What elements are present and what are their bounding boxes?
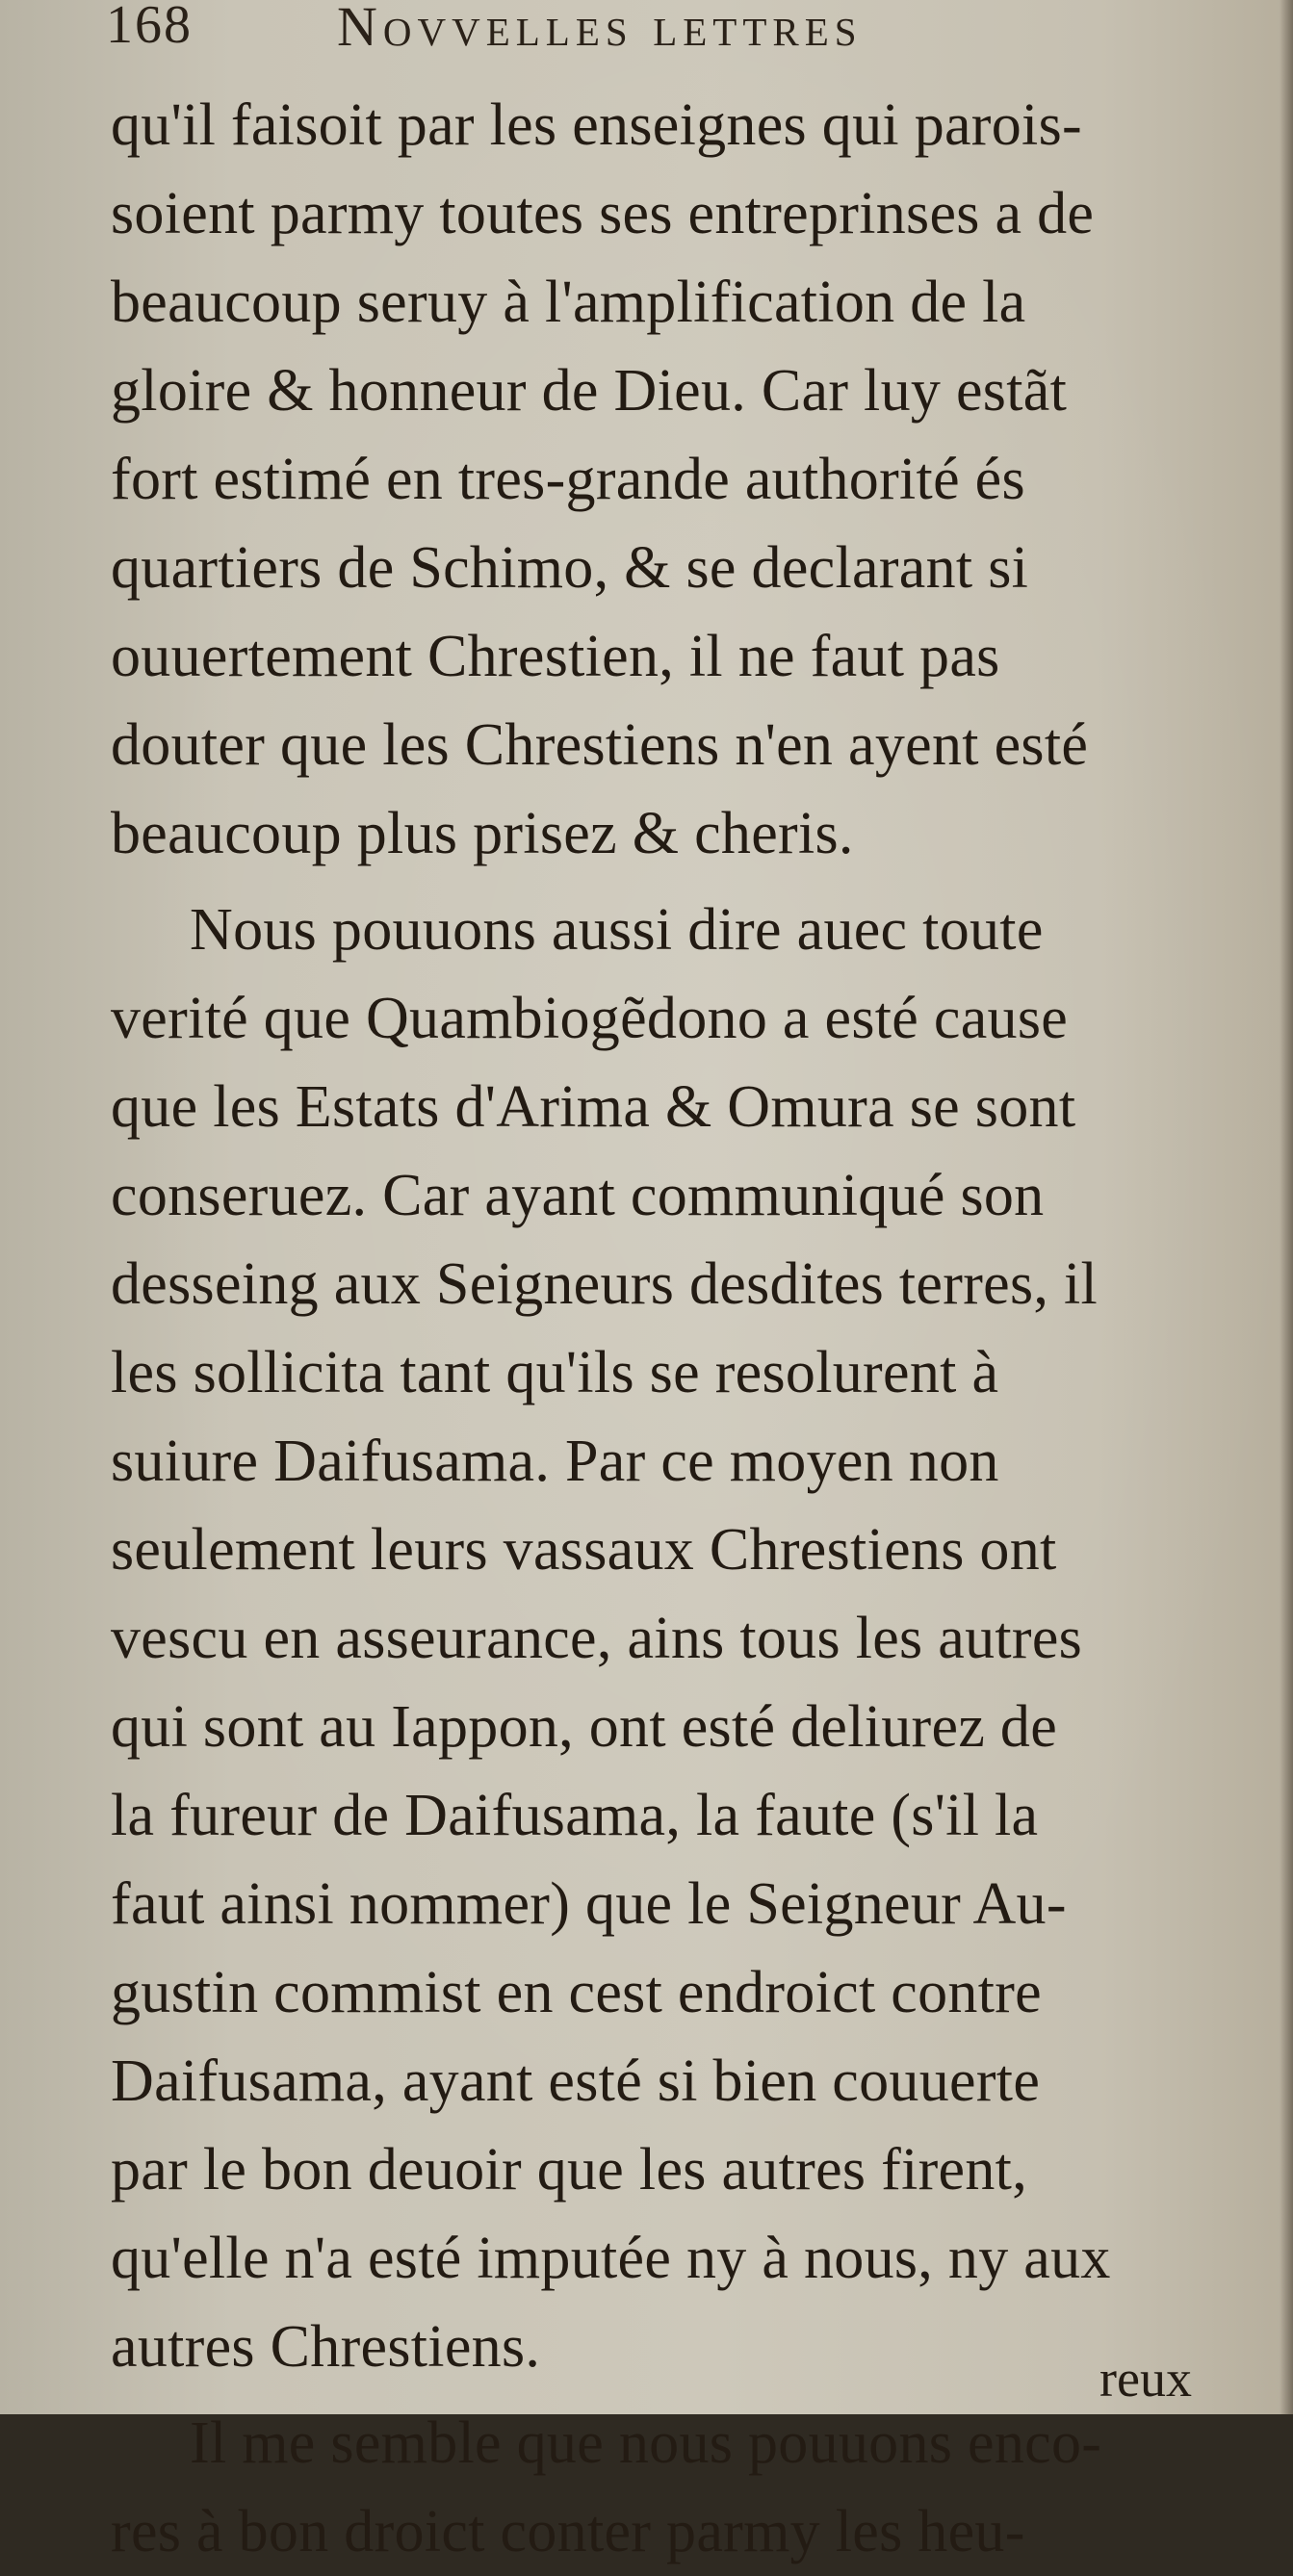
- text-line: la fureur de Daifusama, la faute (s'il la: [111, 1783, 1039, 1848]
- text-line: gustin commist en cest endroict contre: [111, 1960, 1042, 2025]
- text-line: par le bon deuoir que les autres firent,: [111, 2137, 1027, 2202]
- text-line: conseruez. Car ayant communiqué son: [111, 1163, 1045, 1228]
- body-text: [111, 81, 1247, 2576]
- text-line: ouuertement Chrestien, il ne faut pas: [111, 624, 1000, 689]
- text-line: vescu en asseurance, ains tous les autres: [111, 1606, 1083, 1671]
- text-line: seulement leurs vassaux Chrestiens ont: [111, 1517, 1057, 1583]
- page-number: 168: [106, 0, 193, 55]
- text-line: soient parmy toutes ses entreprinses a de: [111, 181, 1095, 246]
- text-line: qu'elle n'a esté imputée ny à nous, ny aux: [111, 2226, 1111, 2291]
- text-line: res à bon droict conter parmy les heu-: [111, 2499, 1025, 2564]
- text-line: gloire & honneur de Dieu. Car luy estãt: [111, 358, 1068, 424]
- text-line: les sollicita tant qu'ils se resolurent à: [111, 1340, 999, 1405]
- text-line: autres Chrestiens.: [111, 2314, 541, 2380]
- text-line: douter que les Chrestiens n'en ayent esté: [111, 712, 1089, 778]
- paragraph-first-line: Nous pouuons aussi dire auec toute: [190, 897, 1044, 963]
- text-line: que les Estats d'Arima & Omura se sont: [111, 1074, 1076, 1140]
- text-line: qu'il faisoit par les enseignes qui parois-: [111, 92, 1082, 158]
- page-gutter-shadow: [1280, 0, 1293, 2414]
- text-line: quartiers de Schimo, & se declarant si: [111, 535, 1029, 601]
- text-line: faut ainsi nommer) que le Seigneur Au-: [111, 1871, 1067, 1937]
- page-header: [106, 0, 1184, 62]
- text-line: fort estimé en tres-grande authorité és: [111, 447, 1025, 512]
- text-line: beaucoup plus prisez & cheris.: [111, 801, 854, 866]
- catchword: reux: [1099, 2350, 1192, 2408]
- text-line: suiure Daifusama. Par ce moyen non: [111, 1429, 999, 1494]
- text-line: beaucoup seruy à l'amplification de la: [111, 270, 1026, 335]
- text-line: qui sont au Iappon, ont esté deliurez de: [111, 1694, 1058, 1760]
- text-line: Daifusama, ayant esté si bien couuerte: [111, 2048, 1041, 2114]
- text-line: verité que Quambiogẽdono a esté cause: [111, 986, 1069, 1051]
- running-head: Novvelles lettres: [337, 0, 863, 58]
- paragraph-first-line: Il me semble que nous pouuons enco-: [190, 2410, 1102, 2476]
- text-line: desseing aux Seigneurs desdites terres, il: [111, 1251, 1099, 1317]
